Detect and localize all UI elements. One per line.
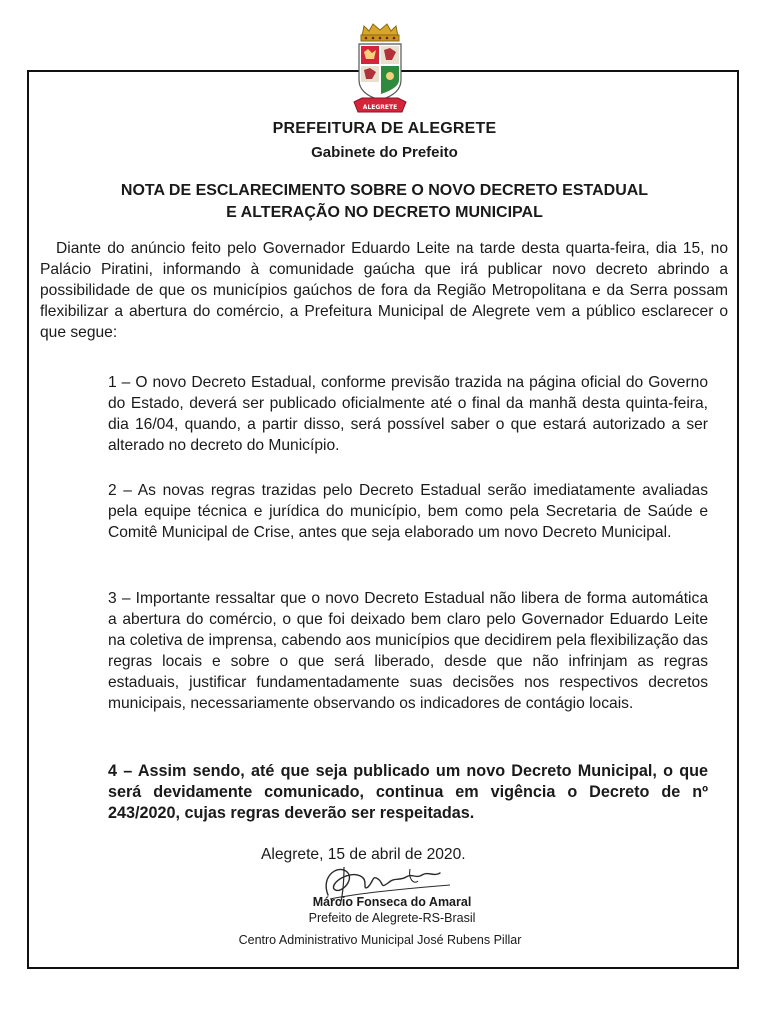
document-title: [40, 180, 729, 224]
administrative-center: Centro Administrativo Municipal José Rubens Pillar: [238, 933, 522, 947]
document-date: Alegrete, 15 de abril de 2020.: [261, 846, 466, 863]
department-name: Gabinete do Prefeito: [311, 144, 458, 161]
municipal-crest: [352, 22, 408, 116]
item-2: 2 – As novas regras trazidas pelo Decreto Estadual serão imediatamente avaliadas pela equipe técnica e jurídica do município, bem como pela Secretaria de Saúde e Comitê Municipal de Crise, antes que seja elaborado um novo Decreto Municipal.: [108, 482, 708, 541]
crest-banner: [354, 98, 406, 112]
item-3: 3 – Importante ressaltar que o novo Decreto Estadual não libera de forma automática a abertura do comércio, o que foi deixado bem claro pelo Governador Eduardo Leite na coletiva de imprensa, cabendo aos municípios que decidirem pela flexibilização das regras locais e sobre o que será liberado, desde que não infrinjam as regras estaduais, justificar fundamentadamente suas decisões nos respectivos decretos municipais, necessariamente observando os indicadores de contágio locais.: [108, 590, 708, 712]
org-name: PREFEITURA DE ALEGRETE: [272, 120, 497, 137]
item-4: 4 – Assim sendo, até que seja publicado um novo Decreto Municipal, o que será devidamente comunicado, continua em vigência o Decreto de nº 243/2020, cujas regras deverão ser respeitadas.: [108, 762, 708, 822]
title-line-2: E ALTERAÇÃO NO DECRETO MUNICIPAL: [226, 204, 543, 221]
signer-name: Márcio Fonseca do Amaral: [312, 895, 472, 909]
signer-role: Prefeito de Alegrete-RS-Brasil: [308, 911, 476, 925]
crown-icon: [361, 24, 399, 41]
title-line-1: NOTA DE ESCLARECIMENTO SOBRE O NOVO DECRETO ESTADUAL: [120, 182, 649, 199]
shield-icon: [359, 44, 401, 100]
intro-paragraph: Diante do anúncio feito pelo Governador Eduardo Leite na tarde desta quarta-feira, dia 15, no Palácio Piratini, informando à comunidade gaúcha que irá publicar novo decreto abrindo a possibilidade de que os municípios gaúchos de fora da Região Metropolitana e da Serra possam flexibilizar a abertura do comércio, a Prefeitura Municipal de Alegrete vem a público esclarecer o que segue:: [40, 240, 728, 341]
crest-banner-text: ALEGRETE: [362, 104, 398, 111]
item-1: 1 – O novo Decreto Estadual, conforme previsão trazida na página oficial do Governo do Estado, deverá ser publicado oficialmente até o final da manhã desta quinta-feira, dia 16/04, quando, a partir disso, será possível saber o que estará autorizado a ser alterado no decreto do Município.: [108, 374, 708, 454]
